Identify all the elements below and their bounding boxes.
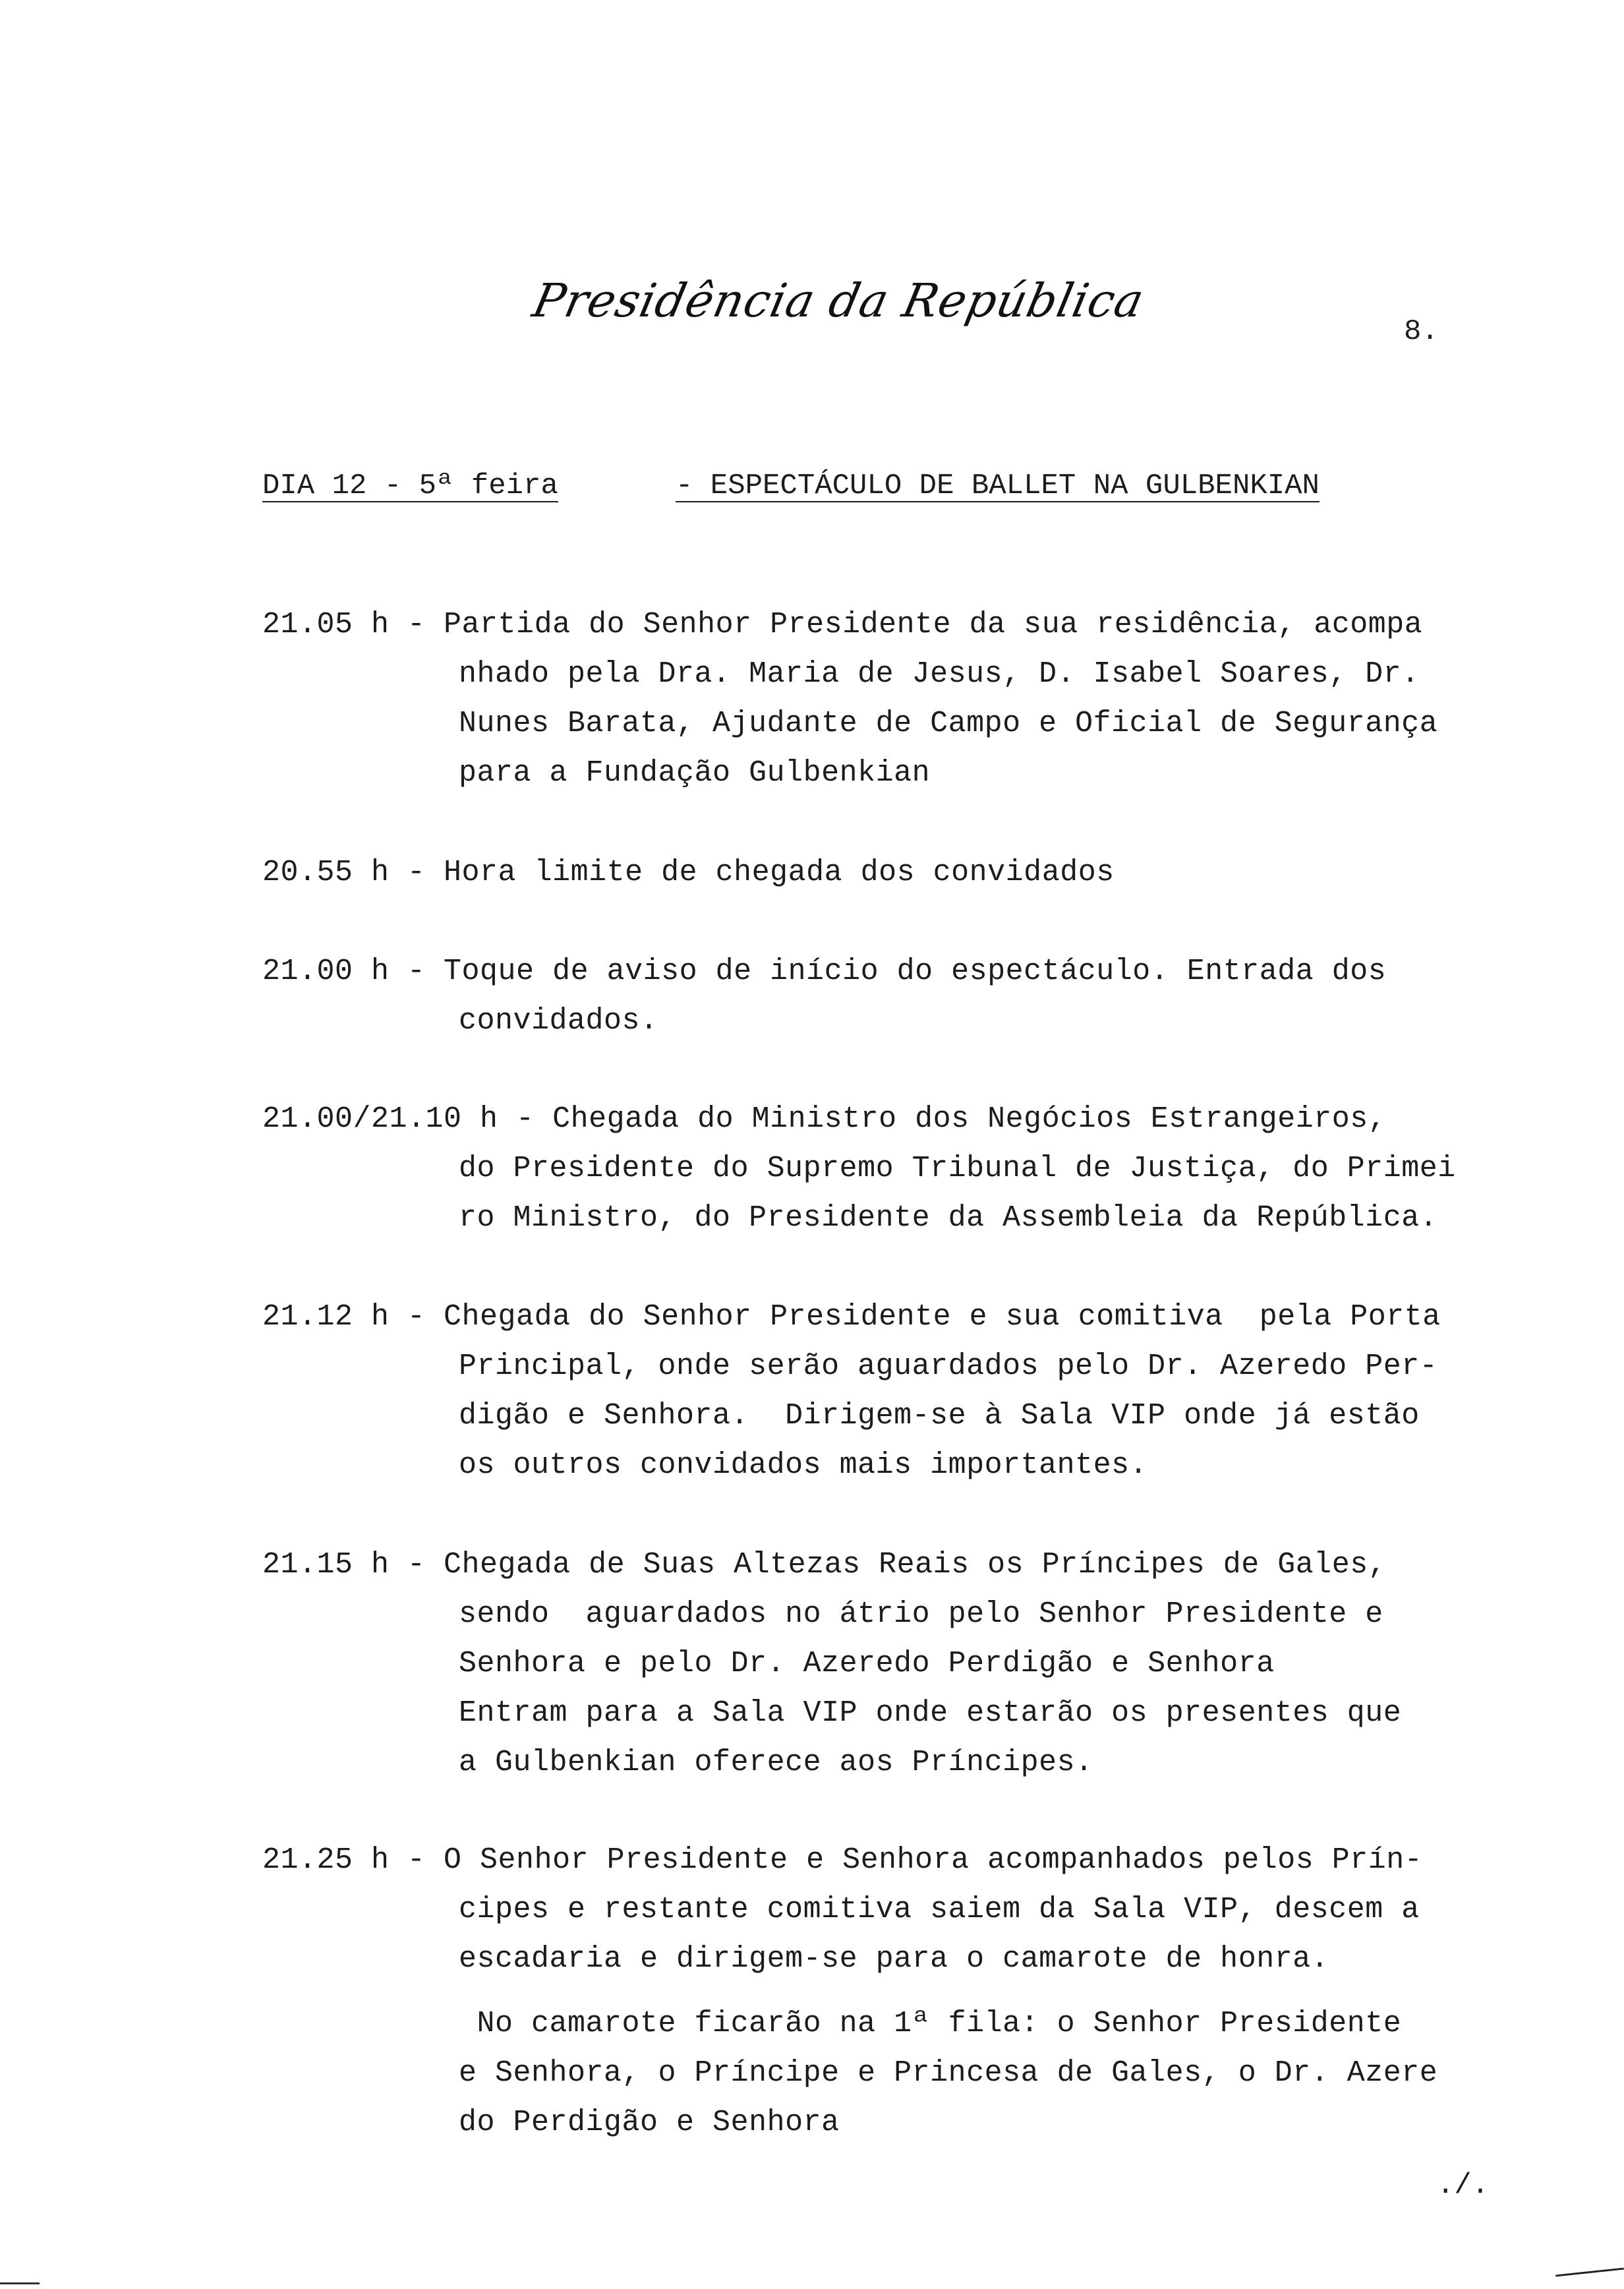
schedule-entry	[262, 1094, 1554, 1243]
entry-time-line: 21.12 h - Chegada do Senhor Presidente e sua comitiva pela Porta	[262, 1300, 1441, 1334]
letterhead: Presidência da República	[528, 274, 1149, 328]
schedule-entry	[262, 1292, 1554, 1490]
note-line: do Perdigão e Senhora	[459, 2106, 840, 2139]
entry-time-line: 21.15 h - Chegada de Suas Altezas Reais os Príncipes de Gales,	[262, 1548, 1387, 1582]
entry-line: ro Ministro, do Presidente da Assembleia da República.	[459, 1201, 1438, 1235]
entry-line: Nunes Barata, Ajudante de Campo e Oficial de Segurança	[459, 707, 1438, 740]
entry-line: cipes e restante comitiva saiem da Sala VIP, descem a	[459, 1893, 1420, 1926]
schedule-entry	[262, 1835, 1554, 1984]
entry-line: nhado pela Dra. Maria de Jesus, D. Isabel Soares, Dr.	[459, 657, 1420, 691]
entry-line: do Presidente do Supremo Tribunal de Justiça, do Primei	[459, 1152, 1456, 1185]
heading-title: - ESPECTÁCULO DE BALLET NA GULBENKIAN	[676, 469, 1320, 502]
entry-line: Entram para a Sala VIP onde estarão os presentes que	[459, 1696, 1402, 1730]
entry-time-line: 21.25 h - O Senhor Presidente e Senhora acompanhados pelos Prín-	[262, 1843, 1423, 1877]
entry-time-line: 20.55 h - Hora limite de chegada dos convidados	[262, 856, 1115, 889]
schedule-entry	[262, 600, 1554, 798]
entry-line: os outros convidados mais importantes.	[459, 1448, 1148, 1482]
schedule-entry	[262, 947, 1554, 1046]
entry-time-line: 21.00 h - Toque de aviso de início do espectáculo. Entrada dos	[262, 955, 1387, 988]
schedule-entry	[262, 1540, 1554, 1787]
entry-line: para a Fundação Gulbenkian	[459, 756, 931, 790]
page-number: 8.	[1404, 315, 1439, 348]
page-edge-mark	[0, 2282, 40, 2284]
page-edge-mark	[1555, 2268, 1624, 2277]
entry-line: digão e Senhora. Dirigem-se à Sala VIP onde já estão	[459, 1399, 1420, 1433]
entry-line: Principal, onde serão aguardados pelo Dr. Azeredo Per-	[459, 1350, 1438, 1383]
seating-note	[459, 1999, 1553, 2147]
entry-line: escadaria e dirigem-se para o camarote de honra.	[459, 1942, 1329, 1976]
entry-line: a Gulbenkian oferece aos Príncipes.	[459, 1746, 1093, 1779]
continuation-mark: ./.	[1437, 2169, 1490, 2202]
note-line: No camarote ficarão na 1ª fila: o Senhor Presidente	[459, 2007, 1402, 2040]
schedule-entry	[262, 848, 1554, 897]
entry-line: Senhora e pelo Dr. Azeredo Perdigão e Senhora	[459, 1647, 1275, 1680]
entry-line: sendo aguardados no átrio pelo Senhor Presidente e	[459, 1597, 1383, 1631]
entry-time-line: 21.00/21.10 h - Chegada do Ministro dos Negócios Estrangeiros,	[262, 1102, 1387, 1136]
entry-line: convidados.	[459, 1004, 658, 1038]
note-line: e Senhora, o Príncipe e Princesa de Gales, o Dr. Azere	[459, 2056, 1438, 2090]
entry-time-line: 21.05 h - Partida do Senhor Presidente da sua residência, acompa	[262, 608, 1423, 641]
heading-day: DIA 12 - 5ª feira	[262, 469, 558, 502]
